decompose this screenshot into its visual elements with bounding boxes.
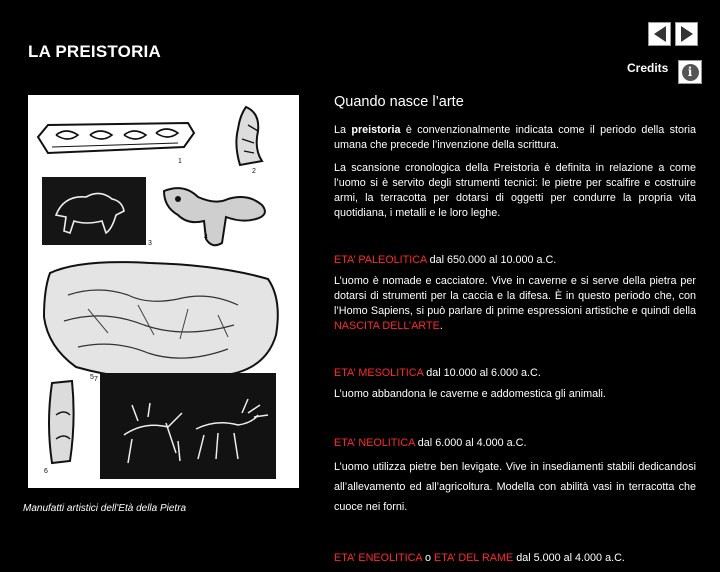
era-mesolitico-text: L’uomo abbandona le caverne e addomestica gli animali. (334, 388, 606, 400)
figure-label-2: 2 (252, 168, 256, 175)
era-mesolitico-heading: ETA’ MESOLITICA dal 10.000 al 6.000 a.C. (334, 367, 541, 379)
prev-button[interactable] (648, 22, 671, 46)
figure-label-7: 7 (94, 376, 98, 383)
figure-label-1: 1 (178, 158, 182, 165)
next-button[interactable] (675, 22, 698, 46)
engraved-stone (44, 262, 278, 381)
intro-paragraph-1: La preistoria è convenzionalmente indicata come il periodo della storia umana che precede l’invenzione della scrittura. (334, 124, 696, 151)
era-neolitico-text: L’uomo utilizza pietre ben levigate. Vive in insediamenti stabili dedicandosi all’allevamento ed all’agricoltura. Modella con abilità vasi in terracotta che cuoce nei forni. (334, 461, 696, 513)
credits-link[interactable]: Credits (627, 61, 669, 75)
content-panel (334, 93, 696, 572)
info-button[interactable] (678, 60, 702, 84)
artifacts-illustration (28, 95, 299, 488)
info-icon: i (682, 64, 699, 81)
figure-label-5: 5 (90, 374, 94, 381)
arrow-right-icon (681, 26, 693, 42)
figure-label-3: 3 (148, 240, 152, 247)
era-eneolitico-heading: ETA’ ENEOLITICA o ETA’ DEL RAME dal 5.000 al 4.000 a.C. (334, 552, 625, 564)
artifacts-figure (28, 95, 299, 488)
era-paleolitico-text: L’uomo è nomade e cacciatore. Vive in caverne e si serve della pietra per dotarsi di strumenti per la caccia e la difesa. È in questo periodo che, con l’Homo Sapiens, si può parlare di prime espressioni artistiche e quindi della NASCITA DELL’ARTE. (334, 275, 696, 332)
carved-animal (164, 188, 265, 245)
horse-panel (42, 177, 152, 247)
figure-label-6: 6 (44, 468, 48, 475)
figure-label-4: 4 (204, 234, 208, 241)
era-neolitico-heading: ETA’ NEOLITICA dal 6.000 al 4.000 a.C. (334, 437, 527, 449)
era-paleolitico-heading: ETA’ PALEOLITICA dal 650.000 al 10.000 a.C. (334, 254, 557, 266)
carved-bone-fish (38, 123, 194, 165)
figure-caption: Manufatti artistici dell'Età della Pietra (23, 503, 187, 514)
section-heading: Quando nasce l’arte (334, 94, 464, 110)
intro-paragraph-2: La scansione cronologica della Preistoria è definita in relazione a come l’uomo si è servito degli strumenti tecnici: le pietre per scalfire e costruire armi, la terracotta per dotarsi di oggetti per condurre la propria vita quotidiana, i metalli e le loro leghe. (334, 162, 696, 219)
deer-panel (94, 373, 276, 479)
arrow-left-icon (654, 26, 666, 42)
small-bone (44, 381, 74, 475)
page-title: LA PREISTORIA (28, 42, 161, 61)
carved-figurine (236, 107, 262, 175)
